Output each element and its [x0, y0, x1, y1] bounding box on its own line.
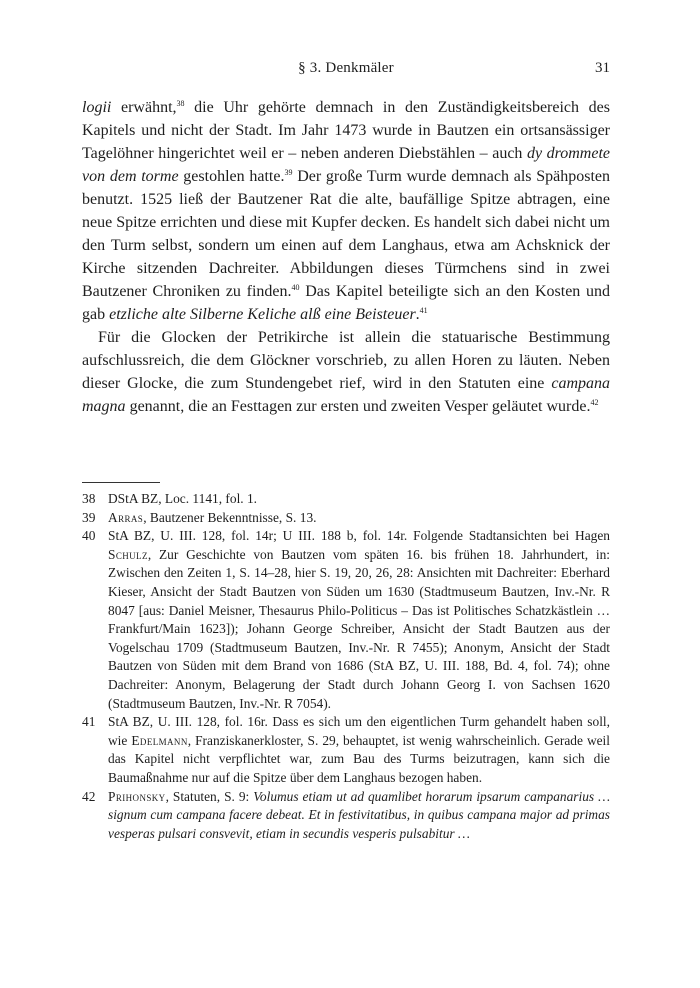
text-run: StA BZ, U. III. 128, fol. 16r. Dass es sich um den eigentlichen Turm gehandelt haben soll, wie [108, 714, 610, 748]
footnote-number: 38 [82, 491, 96, 506]
running-head: § 3. Denkmäler [298, 60, 394, 76]
paragraph-1 [82, 96, 610, 326]
footnote-number: 41 [82, 714, 96, 730]
author-name: Schulz [108, 546, 148, 562]
footnote-text [108, 788, 610, 844]
text-run: genannt, die an Festtagen zur ersten und zweiten Vesper geläutet wurde. [125, 398, 591, 415]
text-run: , Bautzener Bekenntnisse, S. 13. [143, 509, 317, 525]
text-run: Für die Glocken der Petrikirche ist allein die statuarische Bestimmung aufschlussreich, die dem Glöckner vorschrieb, zu allen Horen zu läuten. Neben dieser Glocke, die zum Stundengebet rief, wird in den Statuten eine [82, 329, 610, 392]
footnote-ref-42[interactable]: 42 [590, 398, 599, 407]
text-run: die Uhr gehörte demnach in den Zuständigkeitsbereich des Kapitels und nicht der Stadt. Im Jahr 1473 wurde in Bautzen ein ortsansässiger Tagelöhner hingerichtet weil er – neben anderen Diebstählen – auch [82, 99, 611, 162]
page-header [82, 60, 610, 80]
text-run: StA BZ, U. III. 128, fol. 14r; U III. 188 b, fol. 14r. Folgende Stadtansichten bei Hagen [108, 528, 610, 544]
footnote-text [108, 713, 610, 787]
footnote-ref-39[interactable]: 39 [284, 168, 293, 177]
text-run: erwähnt, [111, 99, 177, 116]
footnote-divider [82, 482, 160, 483]
author-name: Prihonsky [108, 788, 166, 804]
footnote-number: 42 [82, 788, 96, 804]
footnote-number: 39 [82, 509, 96, 525]
latin-quote: Volumus etiam ut ad quamlibet horarum ipsarum campanarius … signum cum campana facere debeat. Et in festivitatibus, in quibus campana major ad primas vesperas pulsari consvevit, etiam in secundis vesperis pulsabitur … [108, 788, 610, 841]
author-name: Arras [108, 509, 144, 525]
footnote-ref-41[interactable]: 41 [419, 306, 428, 315]
text-run: Der große Turm wurde demnach als Spähposten benutzt. 1525 ließ der Bautzener Rat die alte, baufällige Spitze abtragen, eine neue Spitze errichten und diese mit Kupfer decken. Es handelt sich dabei nicht um den Turm selbst, sondern um einen auf dem Langhaus, etwa am Achsknick der Kirche sitzenden Dachreiter. Abbildungen dieses Türmchens sind in zwei Bautzener Chroniken zu finden. [82, 168, 610, 300]
page-number: 31 [595, 60, 610, 76]
footnote-38 [82, 490, 610, 509]
footnotes [82, 490, 610, 843]
footnote-number: 40 [82, 528, 96, 544]
footnote-text [108, 509, 610, 528]
text-run: Das Kapitel beteiligte sich an den Kosten und gab [82, 283, 611, 323]
text-run: . [415, 306, 420, 323]
footnote-42 [82, 788, 610, 844]
author-name: Edelmann [131, 732, 188, 748]
text-run: DStA BZ, Loc. 1141, fol. 1. [108, 491, 258, 506]
paragraph-2 [82, 326, 610, 418]
footnote-text [108, 490, 610, 509]
text-run: , Zur Geschichte von Bautzen vom späten 16. bis frühen 18. Jahrhundert, in: Zwischen den Zeiten 1, S. 14–28, hier S. 19, 20, 26, 28: Ansichten mit Dachreiter: Eberhard Kieser, Ansicht der Stadt Bautzen von Süden um 1630 (Stadtmuseum Bautzen, Inv.-Nr. R 8047 [aus: Daniel Meisner, Thesaurus Philo-Politicus – Das ist Politisches Schatzkästlein … Frankfurt/Main 1623]); Johann George Schreiber, Ansicht der Stadt Bautzen aus der Vogelschau 1709 (Stadtmuseum Bautzen, Inv.-Nr. R 7455); Anonym, Ansicht der Stadt Bautzen von Süden mit dem Brand von 1686 (StA BZ, U. III. 188, Bd. 4, fol. 74); ohne Dachreiter: Anonym, Belagerung der Stadt durch Johann Georg I. von Sachsen 1620 (Stadtmuseum Bautzen, Inv.-Nr. R 7054). [108, 546, 610, 711]
text-run: gestohlen hatte. [178, 168, 285, 185]
text-run: , Statuten, S. 9: [165, 788, 254, 804]
footnote-ref-38[interactable]: 38 [176, 99, 185, 108]
text-run: , Franziskanerkloster, S. 29, behauptet, ist wenig wahrscheinlich. Gerade weil das Kapitel nicht verpflichtet war, zum Bau des Turms beizutragen, kann sich die Baumaßnahme nur auf die Spitze über dem Langhaus bezogen haben. [108, 732, 610, 785]
italic-quote: dy drommete von dem torme [82, 145, 610, 185]
italic-term: campana magna [82, 375, 610, 415]
main-text [82, 96, 610, 418]
footnote-text [108, 527, 610, 713]
footnote-40 [82, 527, 610, 713]
footnote-41 [82, 713, 610, 787]
italic-term: logii [82, 99, 112, 116]
footnote-39 [82, 509, 610, 528]
footnote-ref-40[interactable]: 40 [291, 283, 300, 292]
italic-quote: etzliche alte Silberne Keliche alß eine Beisteuer [109, 306, 416, 323]
